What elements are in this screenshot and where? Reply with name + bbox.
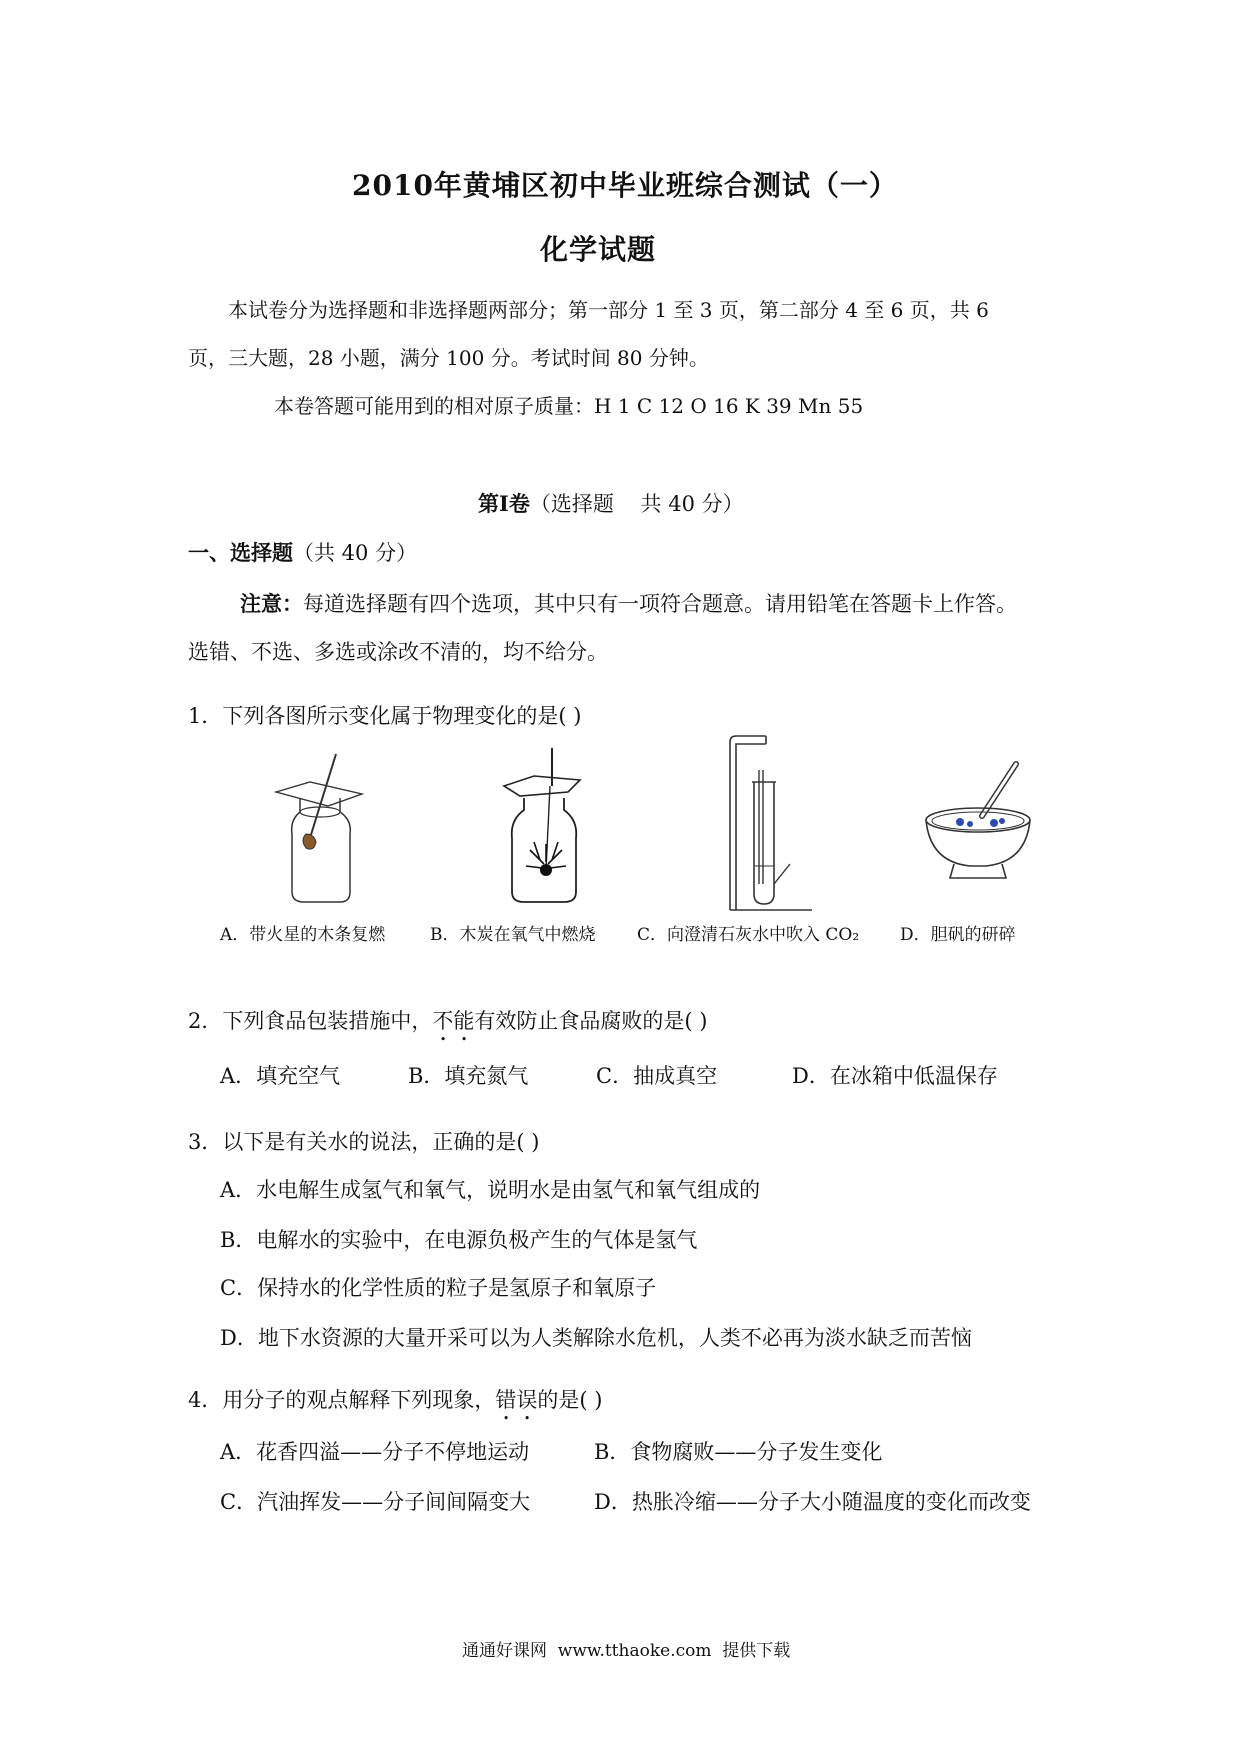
question-3-option-a: A．水电解生成氢气和氧气，说明水是由氢气和氧气组成的 (220, 1178, 761, 1202)
question-3-option-d: D．地下水资源的大量开采可以为人类解除水危机，人类不必再为淡水缺乏而苦恼 (220, 1326, 972, 1350)
figure-d-mortar (920, 760, 1040, 890)
footer-credit: 通通好课网 www.tthaoke.com 提供下载 (462, 1641, 791, 1661)
question-2-option-b: B．填充氮气 (408, 1064, 529, 1088)
question-4-option-a: A．花香四溢——分子不停地运动 (220, 1440, 530, 1464)
question-3-option-c: C．保持水的化学性质的粒子是氢原子和氧原子 (220, 1276, 657, 1300)
intro-line-2: 页，三大题，28 小题，满分 100 分。考试时间 80 分钟。 (188, 346, 709, 370)
exam-subtitle: 化学试题 (540, 233, 657, 266)
question-2-stem-post: 有效防止食品腐败的是( ) (474, 1009, 708, 1033)
question-4-stem-post: 的是( ) (537, 1388, 603, 1412)
figure-caption-b: B．木炭在氧气中燃烧 (430, 925, 596, 945)
question-4-stem-pre: 4．用分子的观点解释下列现象， (188, 1388, 496, 1412)
question-4-option-d: D．热胀冷缩——分子大小随温度的变化而改变 (594, 1490, 1031, 1514)
part-subtitle: （共 40 分） (293, 541, 418, 565)
figure-caption-d: D．胆矾的研碎 (900, 925, 1016, 945)
part-title: 一、选择题 (188, 540, 293, 565)
atomic-masses: 本卷答题可能用到的相对原子质量：H 1 C 12 O 16 K 39 Mn 55 (274, 394, 864, 418)
question-2-option-c: C．抽成真空 (596, 1064, 718, 1088)
volume-heading (478, 488, 744, 518)
volume-subtitle: （选择题 共 40 分） (529, 492, 744, 516)
question-4-option-b: B．食物腐败——分子发生变化 (594, 1440, 883, 1464)
question-2-stem-pre: 2．下列食品包装措施中， (188, 1009, 433, 1033)
part-heading (188, 537, 417, 567)
question-3-option-b: B．电解水的实验中，在电源负极产生的气体是氢气 (220, 1228, 698, 1252)
note-line-2: 选错、不选、多选或涂改不清的，均不给分。 (188, 640, 608, 664)
intro-line-1: 本试卷分为选择题和非选择题两部分；第一部分 1 至 3 页，第二部分 4 至 6 页，共 6 (228, 298, 989, 322)
question-4-option-c: C．汽油挥发——分子间间隔变大 (220, 1490, 531, 1514)
question-2-emphasis: 不能 (432, 1009, 475, 1033)
question-2-option-d: D．在冰箱中低温保存 (792, 1064, 998, 1088)
question-2-option-a: A．填充空气 (220, 1064, 341, 1088)
note-label: 注意： (240, 591, 303, 616)
note-text-1: 每道选择题有四个选项，其中只有一项符合题意。请用铅笔在答题卡上作答。 (303, 592, 1017, 616)
volume-title: 第Ⅰ卷 (478, 491, 530, 516)
question-1-stem: 1．下列各图所示变化属于物理变化的是( ) (188, 704, 582, 728)
figure-b-charcoal-bottle (500, 746, 590, 910)
question-3-stem: 3．以下是有关水的说法，正确的是( ) (188, 1130, 540, 1154)
note-line-1 (240, 588, 1017, 618)
figure-c-test-tube (718, 734, 818, 914)
figure-caption-c: C．向澄清石灰水中吹入 CO₂ (637, 925, 860, 945)
figure-caption-a: A．带火星的木条复燃 (220, 925, 386, 945)
question-4-stem (188, 1384, 602, 1425)
figure-a-splint-bottle (270, 750, 370, 910)
question-4-emphasis: 错误 (495, 1388, 538, 1412)
exam-title: 2010年黄埔区初中毕业班综合测试（一） (352, 169, 898, 202)
question-2-stem (188, 1005, 707, 1046)
